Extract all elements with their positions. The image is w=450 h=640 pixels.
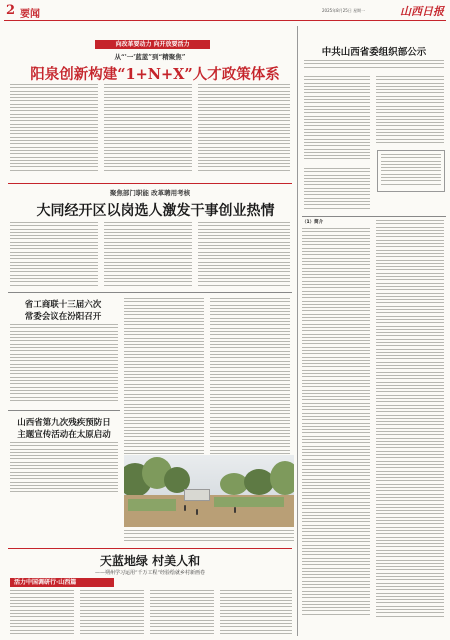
right-body-col2 xyxy=(376,220,444,632)
story4-headline-line2: 主题宣传活动在太原启动 xyxy=(17,430,111,440)
notice-divider xyxy=(302,216,446,217)
notice-section-label: （1）简介 xyxy=(302,220,324,225)
story2-kicker: 聚焦部门职能 改革聘用考核 xyxy=(109,189,191,197)
date-line: 2025年8月25日 星期一 xyxy=(322,8,366,13)
story-divider-2 xyxy=(8,292,292,293)
story-divider-4 xyxy=(8,548,292,549)
masthead xyxy=(4,2,446,21)
story1-body-col3 xyxy=(198,84,290,176)
story3-headline-line1: 省工商联十三届六次 xyxy=(24,300,102,310)
notice-bio-col2 xyxy=(376,76,444,148)
notice-title: 中共山西省委组织部公示 xyxy=(321,47,427,58)
column-divider xyxy=(297,26,298,636)
right-body-col1 xyxy=(302,228,370,632)
news-photo xyxy=(124,455,294,527)
story-divider-3 xyxy=(8,410,120,411)
section-name: 要闻 xyxy=(20,9,40,20)
story5-headline: 天蓝地绿 村美人和 xyxy=(99,554,201,568)
notice-bio-col3 xyxy=(304,168,370,212)
story2-body-col3 xyxy=(198,222,290,288)
story4-headline-line1: 山西省第九次残疾预防日 xyxy=(17,418,111,428)
page-number: 2 xyxy=(6,3,16,18)
photo-caption xyxy=(124,529,294,547)
story2-body-col1 xyxy=(10,222,98,288)
story3-body xyxy=(10,324,118,406)
newspaper-logo: 山西日报 xyxy=(400,5,444,18)
story1-headline: 阳泉创新构建“1+N+X”人才政策体系 xyxy=(30,66,280,83)
notice-intro xyxy=(304,60,444,72)
story-divider xyxy=(8,183,292,184)
story5-body-col1 xyxy=(10,590,74,636)
story5-body-col2 xyxy=(80,590,144,636)
story2-headline: 大同经开区以岗选人激发干事创业热情 xyxy=(36,203,275,219)
story5-subtitle: ——朔州学习运用“千万工程”经验绘就乡村新画卷 xyxy=(94,570,206,576)
story1-body-col1 xyxy=(10,84,98,176)
story1-band: 向改革要动力 向开放要活力 xyxy=(95,40,210,49)
story5-body-col3 xyxy=(150,590,214,636)
story1-kicker: 从“'一'蓝蓝”到“精聚焦” xyxy=(114,53,186,61)
story1-body-col2 xyxy=(104,84,192,176)
notice-bio-col1 xyxy=(304,76,370,164)
story3-headline-line2: 常委会议在汾阳召开 xyxy=(24,312,102,322)
story5-band: 活力中国调研行·山西篇 xyxy=(10,578,114,587)
story2-body-col2 xyxy=(104,222,192,288)
story4-body xyxy=(10,442,118,496)
story5-body-col4 xyxy=(220,590,292,636)
notice-contact-box xyxy=(377,150,445,192)
